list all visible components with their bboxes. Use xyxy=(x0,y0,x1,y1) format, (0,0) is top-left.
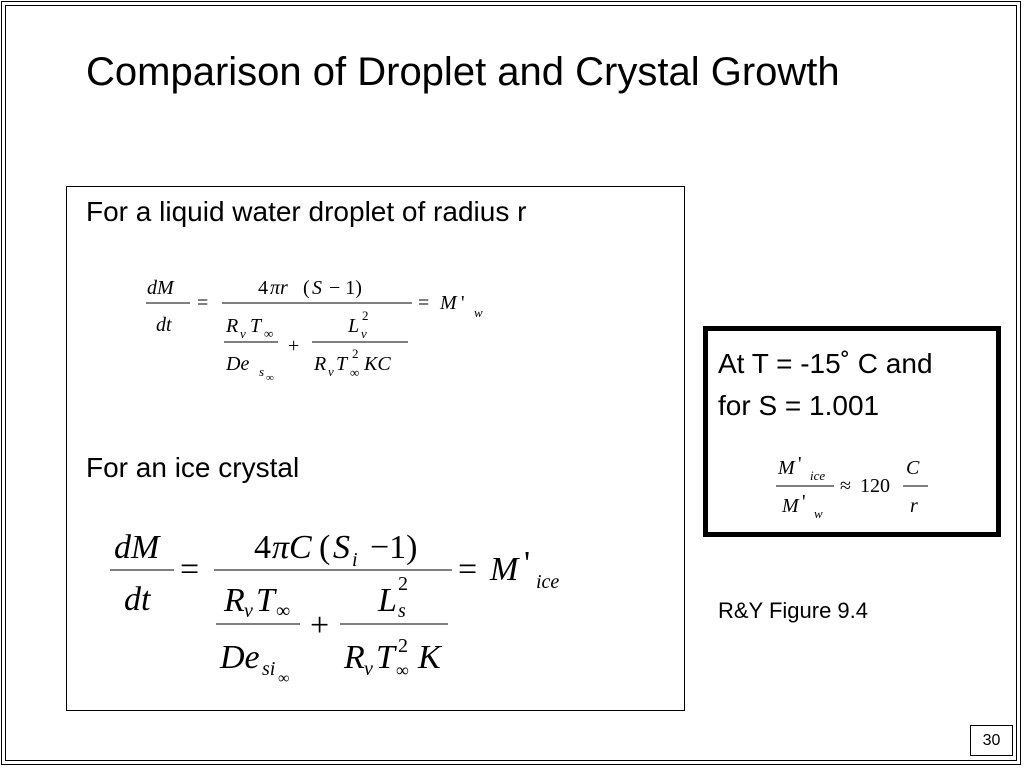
svg-text:R: R xyxy=(314,353,327,375)
ice-crystal-label: For an ice crystal xyxy=(86,452,300,483)
svg-text:si: si xyxy=(262,658,276,680)
svg-text:πr: πr xyxy=(270,277,288,299)
svg-text:v: v xyxy=(328,364,334,379)
svg-text:=: = xyxy=(418,292,430,314)
svg-text:R: R xyxy=(344,639,365,676)
svg-text:(: ( xyxy=(303,277,310,299)
svg-text:s: s xyxy=(398,600,406,622)
svg-text:dt: dt xyxy=(156,314,172,336)
svg-text:S: S xyxy=(333,529,350,566)
svg-text:− 1): − 1) xyxy=(329,277,362,299)
svg-text:M: M xyxy=(440,292,457,314)
svg-text:4: 4 xyxy=(258,277,268,299)
svg-text:K: K xyxy=(418,639,441,676)
svg-text:dM: dM xyxy=(147,277,174,299)
page-number: 30 xyxy=(970,725,1013,756)
svg-text:=: = xyxy=(458,551,478,588)
svg-text:2: 2 xyxy=(352,346,359,361)
svg-text:De: De xyxy=(220,639,260,676)
svg-text:−1): −1) xyxy=(370,529,418,566)
svg-text:v: v xyxy=(364,658,373,680)
svg-text:C: C xyxy=(906,457,920,479)
svg-text:(: ( xyxy=(319,529,331,566)
svg-text:πC: πC xyxy=(272,529,312,566)
svg-text:i: i xyxy=(352,549,358,571)
svg-text:∞: ∞ xyxy=(266,372,274,384)
svg-text:S: S xyxy=(312,277,322,299)
svg-text:+: + xyxy=(310,607,330,644)
svg-text:=: = xyxy=(197,292,209,314)
svg-text:v: v xyxy=(244,600,253,622)
svg-text:4: 4 xyxy=(254,529,271,566)
svg-text:ice: ice xyxy=(536,571,560,593)
svg-text:w: w xyxy=(474,305,483,320)
svg-text:w: w xyxy=(814,506,823,521)
svg-text:s: s xyxy=(259,364,265,379)
svg-text:120: 120 xyxy=(860,475,890,497)
svg-text:v: v xyxy=(361,326,367,341)
svg-text:dt: dt xyxy=(124,581,151,618)
svg-text:∞: ∞ xyxy=(396,660,409,680)
svg-text:ice: ice xyxy=(810,468,826,483)
svg-text:': ' xyxy=(802,491,806,513)
svg-text:∞: ∞ xyxy=(276,600,291,622)
svg-text:L: L xyxy=(378,582,397,619)
svg-text:': ' xyxy=(461,292,465,314)
svg-text:KC: KC xyxy=(364,353,391,375)
svg-text:De: De xyxy=(226,353,250,375)
svg-text:T: T xyxy=(336,353,348,375)
svg-text:∞: ∞ xyxy=(278,670,290,687)
svg-text:M: M xyxy=(782,495,799,517)
svg-text:∞: ∞ xyxy=(350,365,360,380)
conditions-line-1: At T = -15˚ C and xyxy=(718,348,933,379)
slide-title: Comparison of Droplet and Crystal Growth xyxy=(86,50,840,94)
svg-text:': ' xyxy=(798,453,802,475)
conditions-line-2: for S = 1.001 xyxy=(718,390,880,421)
svg-text:∞: ∞ xyxy=(264,326,274,341)
droplet-label: For a liquid water droplet of radius r xyxy=(86,196,527,227)
svg-text:r: r xyxy=(910,495,918,517)
svg-text:2: 2 xyxy=(362,308,369,323)
svg-text:2: 2 xyxy=(398,573,408,595)
svg-text:R: R xyxy=(224,582,245,619)
svg-text:T: T xyxy=(256,582,275,619)
svg-text:T: T xyxy=(250,315,262,337)
svg-text:L: L xyxy=(348,315,360,337)
svg-text:dM: dM xyxy=(114,529,160,566)
svg-text:R: R xyxy=(226,315,239,337)
svg-text:': ' xyxy=(524,545,531,582)
svg-text:=: = xyxy=(180,551,200,588)
svg-text:v: v xyxy=(240,326,246,341)
svg-text:M: M xyxy=(490,551,519,588)
figure-reference: R&Y Figure 9.4 xyxy=(718,598,869,623)
svg-text:≈: ≈ xyxy=(840,475,851,497)
svg-text:M: M xyxy=(778,457,795,479)
svg-text:T: T xyxy=(376,639,395,676)
svg-text:2: 2 xyxy=(398,635,408,657)
svg-text:+: + xyxy=(288,335,300,357)
